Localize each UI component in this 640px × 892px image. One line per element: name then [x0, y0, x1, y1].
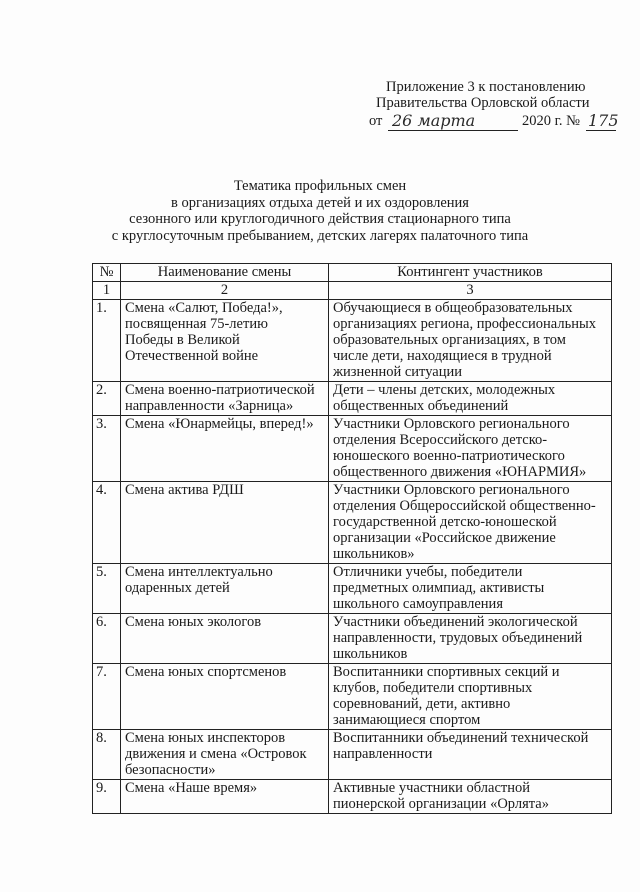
- contingent-cell: [329, 780, 612, 814]
- contingent-line: пионерской организации «Орлята»: [333, 796, 549, 812]
- row-number: 1.: [93, 300, 121, 382]
- shift-name-line: движения и смена «Островок: [125, 746, 307, 762]
- handwritten-number: 175: [588, 111, 619, 130]
- contingent-line: направленности: [333, 746, 433, 762]
- index-cell: 2: [121, 282, 329, 300]
- contingent-cell: [329, 300, 612, 382]
- date-underline: [388, 130, 518, 131]
- table-row: [93, 382, 612, 416]
- contingent-line: Участники Орловского регионального: [333, 416, 570, 432]
- appendix-header: [362, 79, 622, 131]
- table-row: [93, 730, 612, 780]
- shift-name-line: Смена юных экологов: [125, 614, 262, 630]
- header-shift-name: Наименование смены: [121, 264, 329, 282]
- handwritten-date: 26 марта: [392, 111, 476, 130]
- contingent-cell: [329, 416, 612, 482]
- contingent-cell: [329, 382, 612, 416]
- shift-name-cell: [121, 482, 329, 564]
- row-number: 7.: [93, 664, 121, 730]
- contingent-line: Участники Орловского регионального: [333, 482, 570, 498]
- contingent-line: соревнований, дети, активно: [333, 696, 511, 712]
- shift-name-cell: [121, 664, 329, 730]
- number-underline: [586, 130, 616, 131]
- header-number: №: [93, 264, 121, 282]
- contingent-line: Воспитанники спортивных секций и: [333, 664, 560, 680]
- table-row: [93, 664, 612, 730]
- contingent-cell: [329, 664, 612, 730]
- shift-name-line: одаренных детей: [125, 580, 230, 596]
- row-number: 5.: [93, 564, 121, 614]
- table-row: [93, 300, 612, 382]
- shift-name-line: Смена интеллектуально: [125, 564, 273, 580]
- row-number: 2.: [93, 382, 121, 416]
- contingent-line: общественного движения «ЮНАРМИЯ»: [333, 464, 587, 480]
- contingent-line: организациях региона, профессиональных: [333, 316, 596, 332]
- contingent-line: Обучающиеся в общеобразовательных: [333, 300, 573, 316]
- table-row: [93, 564, 612, 614]
- contingent-line: общественных объединений: [333, 398, 509, 414]
- shift-name-line: Смена актива РДШ: [125, 482, 244, 498]
- row-number: 6.: [93, 614, 121, 664]
- table-index-row: [93, 282, 612, 300]
- contingent-line: юношеского военно-патриотического: [333, 448, 565, 464]
- shift-name-line: Смена юных инспекторов: [125, 730, 286, 746]
- table-row: [93, 416, 612, 482]
- table-row: [93, 780, 612, 814]
- shift-name-cell: [121, 382, 329, 416]
- document-title: [90, 178, 550, 244]
- shift-name-line: Смена «Салют, Победа!»,: [125, 300, 283, 316]
- title-line: с круглосуточным пребыванием, детских лагерях палаточного типа: [111, 227, 529, 244]
- contingent-line: Участники объединений экологической: [333, 614, 578, 630]
- contingent-line: жизненной ситуации: [333, 364, 462, 380]
- contingent-line: предметных олимпиад, активисты: [333, 580, 545, 596]
- shift-name-line: Победы в Великой: [125, 332, 240, 348]
- shift-name-line: Смена военно-патриотической: [125, 382, 315, 398]
- shift-name-line: направленности «Зарница»: [125, 398, 294, 414]
- table-row: [93, 482, 612, 564]
- shift-name-cell: [121, 300, 329, 382]
- contingent-line: Воспитанники объединений технической: [333, 730, 589, 746]
- index-cell: 1: [93, 282, 121, 300]
- row-number: 3.: [93, 416, 121, 482]
- shift-name-cell: [121, 780, 329, 814]
- contingent-cell: [329, 614, 612, 664]
- row-number: 4.: [93, 482, 121, 564]
- contingent-cell: [329, 730, 612, 780]
- index-cell: 3: [329, 282, 612, 300]
- appendix-from-label: от: [369, 113, 383, 129]
- contingent-line: школьников»: [333, 546, 415, 562]
- shift-name-line: Смена «Юнармейцы, вперед!»: [125, 416, 314, 432]
- contingent-line: отделения Всероссийского детско-: [333, 432, 548, 448]
- shift-name-line: Смена «Наше время»: [125, 780, 258, 796]
- contingent-cell: [329, 482, 612, 564]
- appendix-date-line: [362, 111, 622, 131]
- shift-name-cell: [121, 564, 329, 614]
- shifts-table: [92, 263, 612, 814]
- appendix-line-1: Приложение 3 к постановлению: [386, 79, 586, 95]
- row-number: 8.: [93, 730, 121, 780]
- contingent-line: школьного самоуправления: [333, 596, 503, 612]
- contingent-line: Отличники учебы, победители: [333, 564, 523, 580]
- contingent-line: Активные участники областной: [333, 780, 531, 796]
- title-line: Тематика профильных смен: [233, 178, 407, 194]
- title-line: в организациях отдыха детей и их оздоровления: [171, 194, 469, 211]
- table-header-row: [93, 264, 612, 282]
- shift-name-cell: [121, 614, 329, 664]
- appendix-line-2: Правительства Орловской области: [376, 95, 590, 111]
- shift-name-cell: [121, 730, 329, 780]
- table-row: [93, 614, 612, 664]
- appendix-year: 2020 г. №: [522, 113, 581, 129]
- row-number: 9.: [93, 780, 121, 814]
- contingent-line: направленности, трудовых объединений: [333, 630, 583, 646]
- contingent-line: государственной детско-юношеской: [333, 514, 557, 530]
- shift-name-line: посвященная 75-летию: [125, 316, 268, 332]
- contingent-line: Дети – члены детских, молодежных: [333, 382, 556, 398]
- contingent-cell: [329, 564, 612, 614]
- contingent-line: школьников: [333, 646, 408, 662]
- contingent-line: отделения Общероссийской общественно-: [333, 498, 596, 514]
- shift-name-line: Отечественной войне: [125, 348, 259, 364]
- contingent-line: клубов, победители спортивных: [333, 680, 533, 696]
- title-line: сезонного или круглогодичного действия стационарного типа: [129, 211, 511, 227]
- header-contingent: Контингент участников: [329, 264, 612, 282]
- shift-name-cell: [121, 416, 329, 482]
- contingent-line: организации «Российское движение: [333, 530, 556, 546]
- contingent-line: занимающиеся спортом: [333, 712, 481, 728]
- contingent-line: образовательных организациях, в том: [333, 332, 566, 348]
- contingent-line: числе дети, находящиеся в трудной: [333, 348, 552, 364]
- shift-name-line: безопасности»: [125, 762, 216, 778]
- shift-name-line: Смена юных спортсменов: [125, 664, 287, 680]
